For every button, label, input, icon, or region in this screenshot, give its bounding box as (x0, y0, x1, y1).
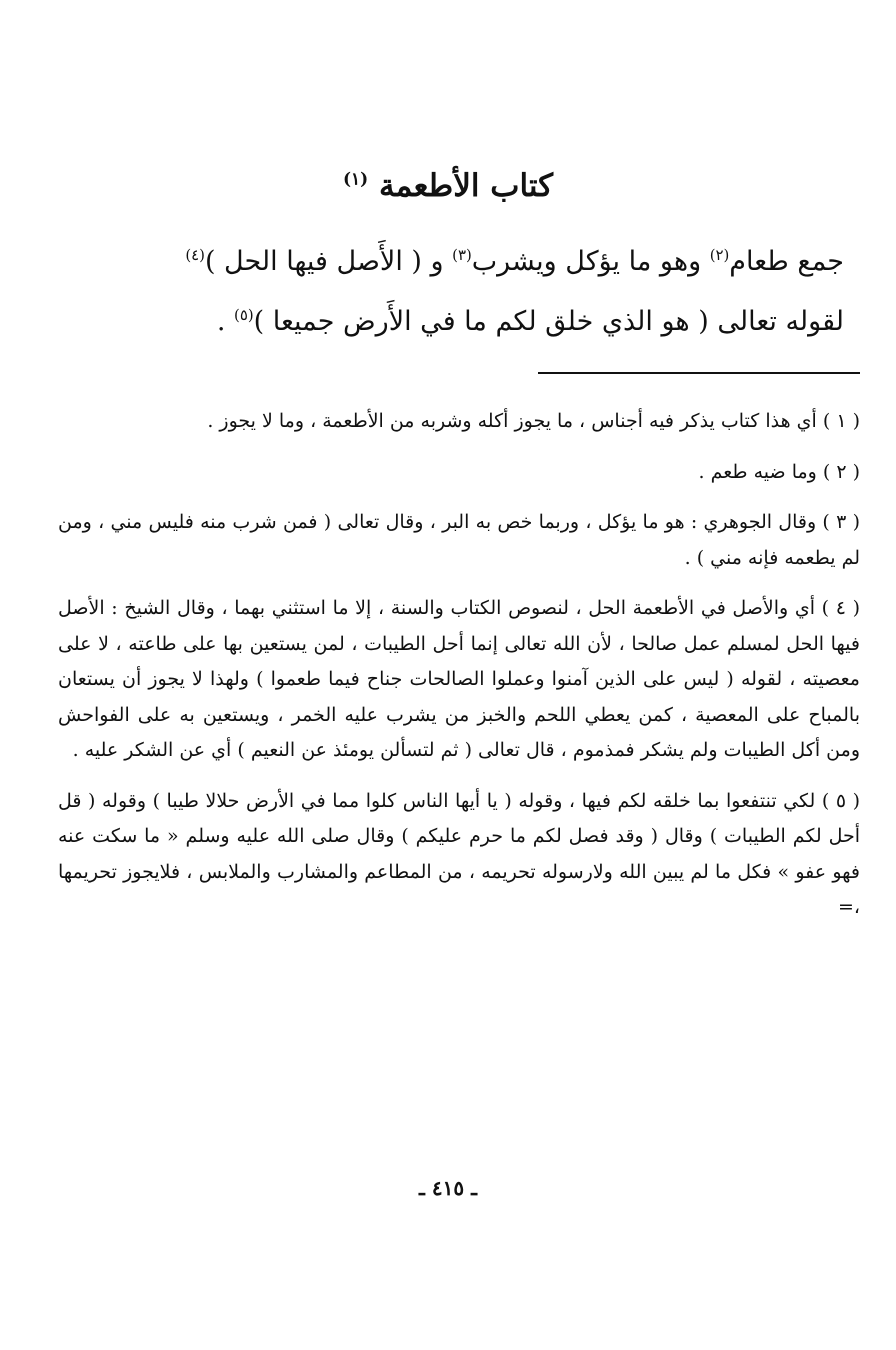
footnote-number: ( ١ ) (822, 410, 860, 432)
footnote-number: ( ٤ ) (821, 597, 861, 619)
footnote-number: ( ٢ ) (822, 460, 860, 483)
footnote-3 (58, 505, 860, 576)
footnote-text: وقال الجوهري : هو ما يؤكل ، وربما خص به البر ، وقال تعالى ( فمن شرب منه فليس مني ، ومن لم يطعمه فإنه مني ) . (58, 511, 860, 569)
footnote-number: ( ٥ ) (821, 789, 860, 812)
footnote-text: أي هذا كتاب يذكر فيه أجناس ، ما يجوز أكله وشربه من الأطعمة ، وما لا يجوز . (207, 410, 823, 432)
footnote-text: وما ضيه طعم . (698, 460, 823, 483)
footnote-number: ( ٣ ) (822, 511, 861, 533)
main-text-segment: و ( الأَصل فيها الحل ) (204, 246, 453, 277)
footnote-2 (58, 455, 860, 491)
footnote-text: أي والأصل في الأطعمة الحل ، لنصوص الكتاب والسنة ، إلا ما استثني بهما ، وقال الشيخ : الأصل فيها الحل لمسلم عمل صالحا ، لأن الله تعالى إنما أحل الطيبات ، لمن يستعين بها على طاعته ، لا على معصيته ، لقوله ( ليس على الذين آمنوا وعملوا الصالحات جناح فيما طعموا ) ولهذا لا يجوز أن يستعان بالمباح على المعصية ، كمن يعطي اللحم والخبز من يشرب عليه الخمر ، ويستعين به على الفواحش ومن أكل الطيبات ولم يشكر فمذموم ، قال تعالى ( ثم لتسألن يومئذ عن النعيم ) أي عن الشكر عليه . (58, 597, 860, 761)
footnote-ref-3: (٣) (452, 246, 472, 264)
page-number: ـ ٤١٥ ـ (419, 1176, 477, 1200)
main-text-segment: جمع طعام (729, 246, 844, 277)
footnotes-section (58, 404, 860, 941)
main-text-segment: . (216, 306, 235, 337)
main-text (44, 232, 844, 352)
main-text-segment: لقوله تعالى ( هو الذي خلق لكم ما في الأَرض جميعا ) (253, 306, 844, 337)
main-text-line-2 (44, 292, 844, 352)
chapter-title-footnote-ref: (١) (342, 169, 369, 190)
main-text-line-1 (44, 232, 844, 292)
footnote-5 (58, 784, 860, 926)
footnote-ref-4: (٤) (185, 246, 205, 264)
chapter-title-text: كتاب الأطعمة (379, 168, 554, 204)
footnote-separator-rule (538, 372, 860, 374)
main-text-segment: وهو ما يؤكل ويشرب (471, 246, 710, 277)
chapter-title (0, 160, 896, 212)
footnote-1 (58, 404, 860, 440)
footnote-text: لكي تنتفعوا بما خلقه لكم فيها ، وقوله ( يا أيها الناس كلوا مما في الأرض حلالا طيبا ) وقوله ( قل أحل لكم الطيبات ) وقال ( وقد فصل لكم ما حرم عليكم ) وقال صلى الله عليه وسلم « ما سكت عنه فهو عفو » فكل ما لم يبين الله ولارسوله تحريمه ، من المطاعم والمشارب والملابس ، فلايجوز تحريمها ،= (58, 789, 860, 918)
footnote-4 (58, 591, 860, 769)
footnote-ref-2: (٢) (709, 246, 730, 264)
footnote-ref-5: (٥) (234, 306, 254, 324)
